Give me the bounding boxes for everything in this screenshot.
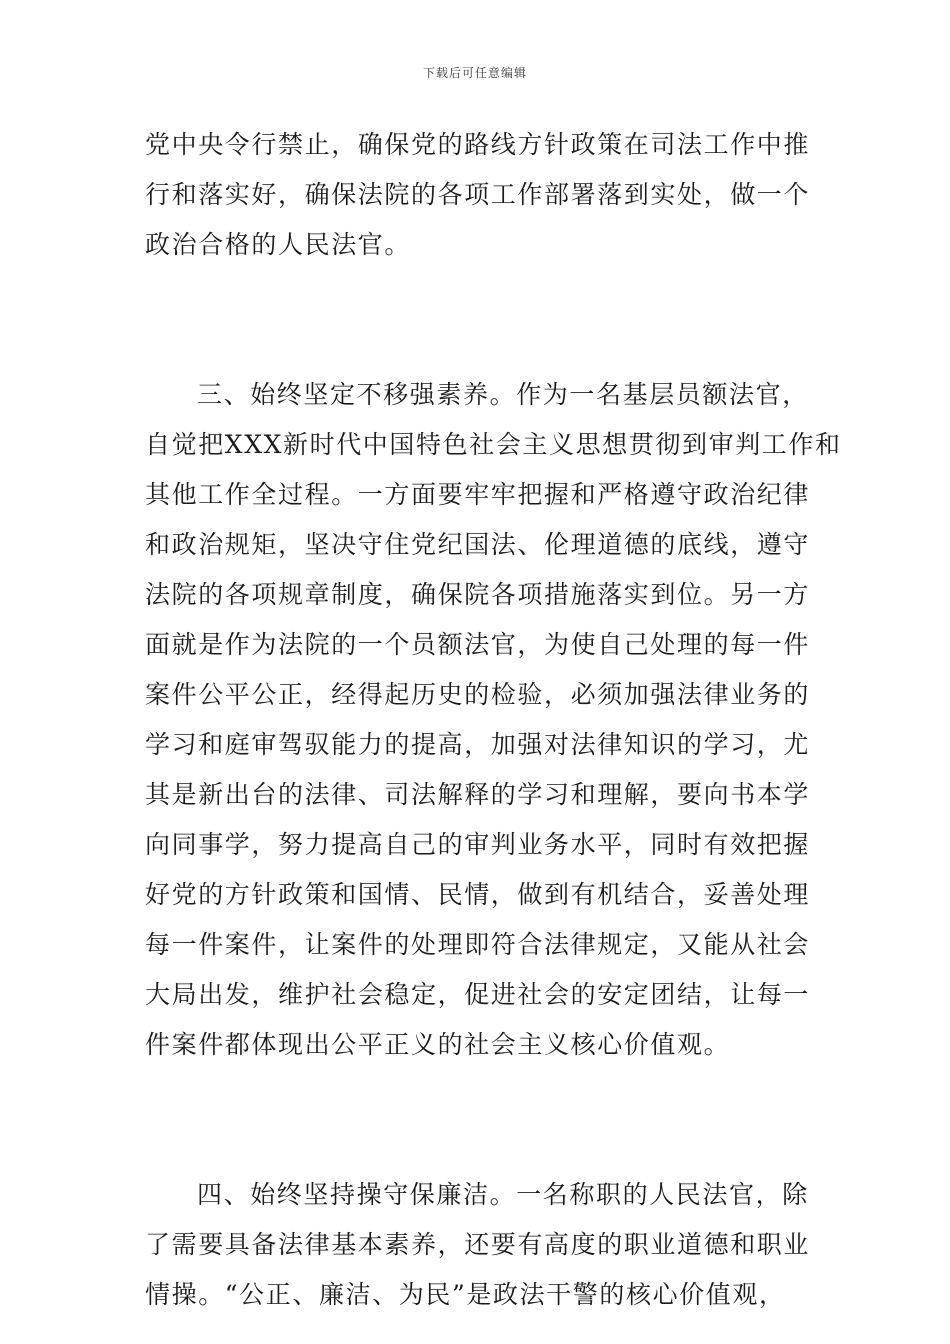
page-header: 下载后可任意编辑 [422, 66, 527, 80]
paragraph-gap [145, 1070, 815, 1120]
text-line: 向同事学，努力提高自己的审判业务水平，同时有效把握 [145, 830, 811, 859]
paragraph-first-line: 四、始终坚持操守保廉洁。一名称职的人民法官，除 [197, 1180, 809, 1209]
text-line: 学习和庭审驾驭能力的提高，加强对法律知识的学习，尤 [145, 730, 811, 759]
text-line: 和政治规矩，坚决守住党纪国法、伦理道德的底线，遵守 [145, 530, 811, 559]
text-line: 其他工作全过程。一方面要牢牢把握和严格遵守政治纪律 [145, 480, 811, 509]
text-line: 自觉把XXX新时代中国特色社会主义思想贯彻到审判工作和 [145, 430, 842, 459]
text-line: 党中央令行禁止，确保党的路线方针政策在司法工作中推 [145, 130, 811, 159]
text-line: 案件公平公正，经得起历史的检验，必须加强法律业务的 [145, 680, 811, 709]
text-line: 每一件案件，让案件的处理即符合法律规定，又能从社会 [145, 930, 811, 959]
text-line: 政治合格的人民法官。 [145, 230, 412, 259]
text-line: 好党的方针政策和国情、民情，做到有机结合，妥善处理 [145, 880, 811, 909]
text-line: 面就是作为法院的一个员额法官，为使自己处理的每一件 [145, 630, 811, 659]
text-line: 了需要具备法律基本素养，还要有高度的职业道德和职业 [145, 1230, 811, 1259]
paragraph-first-line: 三、始终坚定不移强素养。作为一名基层员额法官， [197, 380, 809, 409]
text-line: 件案件都体现出公平正义的社会主义核心价值观。 [145, 1030, 731, 1059]
text-line: 法院的各项规章制度，确保院各项措施落实到位。另一方 [145, 580, 811, 609]
document-body [145, 120, 842, 1320]
paragraph-gap [145, 270, 815, 320]
paragraph-gap [145, 1120, 815, 1170]
paragraph-gap [145, 320, 815, 370]
text-line: 大局出发，维护社会稳定，促进社会的安定团结，让每一 [145, 980, 811, 1009]
text-line: 情操。“公正、廉洁、为民”是政法干警的核心价值观， [145, 1280, 786, 1309]
text-line: 其是新出台的法律、司法解释的学习和理解，要向书本学 [145, 780, 811, 809]
text-line: 行和落实好，确保法院的各项工作部署落到实处，做一个 [145, 180, 811, 209]
